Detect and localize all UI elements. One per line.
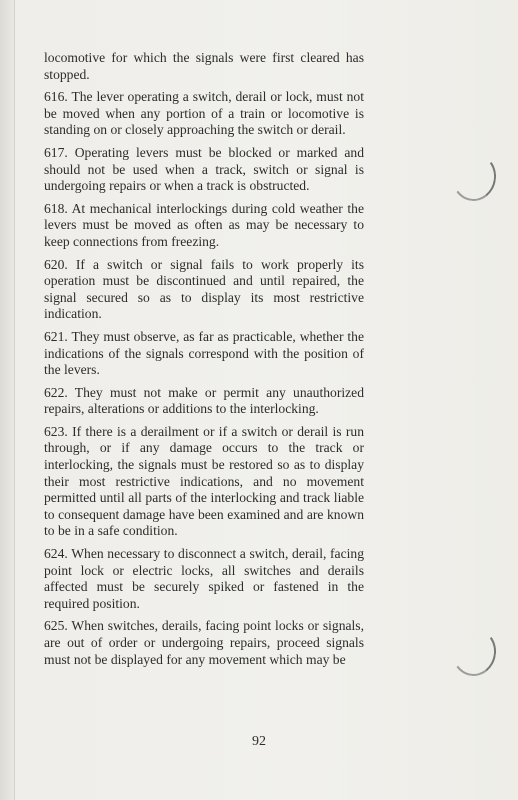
- page-number: 92: [252, 734, 266, 749]
- rule-620: 620. If a switch or signal fails to work properly its operation must be discontinued and until repaired, the signal secured so as to display its most restrictive indication.: [44, 256, 364, 322]
- rule-616: 616. The lever operating a switch, derail or lock, must not be moved when any portion of a train or locomotive is standing on or closely approaching the switch or derail.: [44, 89, 364, 138]
- rule-622: 622. They must not make or permit any unauthorized repairs, alterations or additions to the interlocking.: [44, 384, 364, 417]
- rule-617: 617. Operating levers must be blocked or marked and should not be used when a track, switch or signal is undergoing repairs or when a track is obstructed.: [44, 144, 364, 194]
- binder-hole-top: [449, 150, 499, 204]
- rule-623: 623. If there is a derailment or if a switch or derail is run through, or if any damage occurs to the track or interlocking, the signals must be restored so as to display their most restrictive indications, and no movement permitted until all parts of the interlocking and track liable to consequent damage have been examined and are known to be in a safe condition.: [44, 423, 364, 539]
- rule-618: 618. At mechanical interlockings during cold weather the levers must be moved as often as may be necessary to keep connections from freezing.: [44, 200, 364, 249]
- rule-624: 624. When necessary to disconnect a switch, derail, facing point lock or electric locks, all switches and derails affected must be securely spiked or fastened in the required position.: [44, 546, 364, 611]
- body-text: [44, 50, 364, 674]
- rule-625: 625. When switches, derails, facing point locks or signals, are out of order or undergoing repairs, proceed signals must not be displayed for any movement which may be: [44, 618, 364, 667]
- binder-hole-bottom: [449, 625, 499, 679]
- rule-621: 621. They must observe, as far as practicable, whether the indications of the signals correspond with the position of the levers.: [44, 328, 364, 378]
- binding-edge: [0, 0, 15, 800]
- intro-paragraph: locomotive for which the signals were first cleared has stopped.: [44, 50, 364, 82]
